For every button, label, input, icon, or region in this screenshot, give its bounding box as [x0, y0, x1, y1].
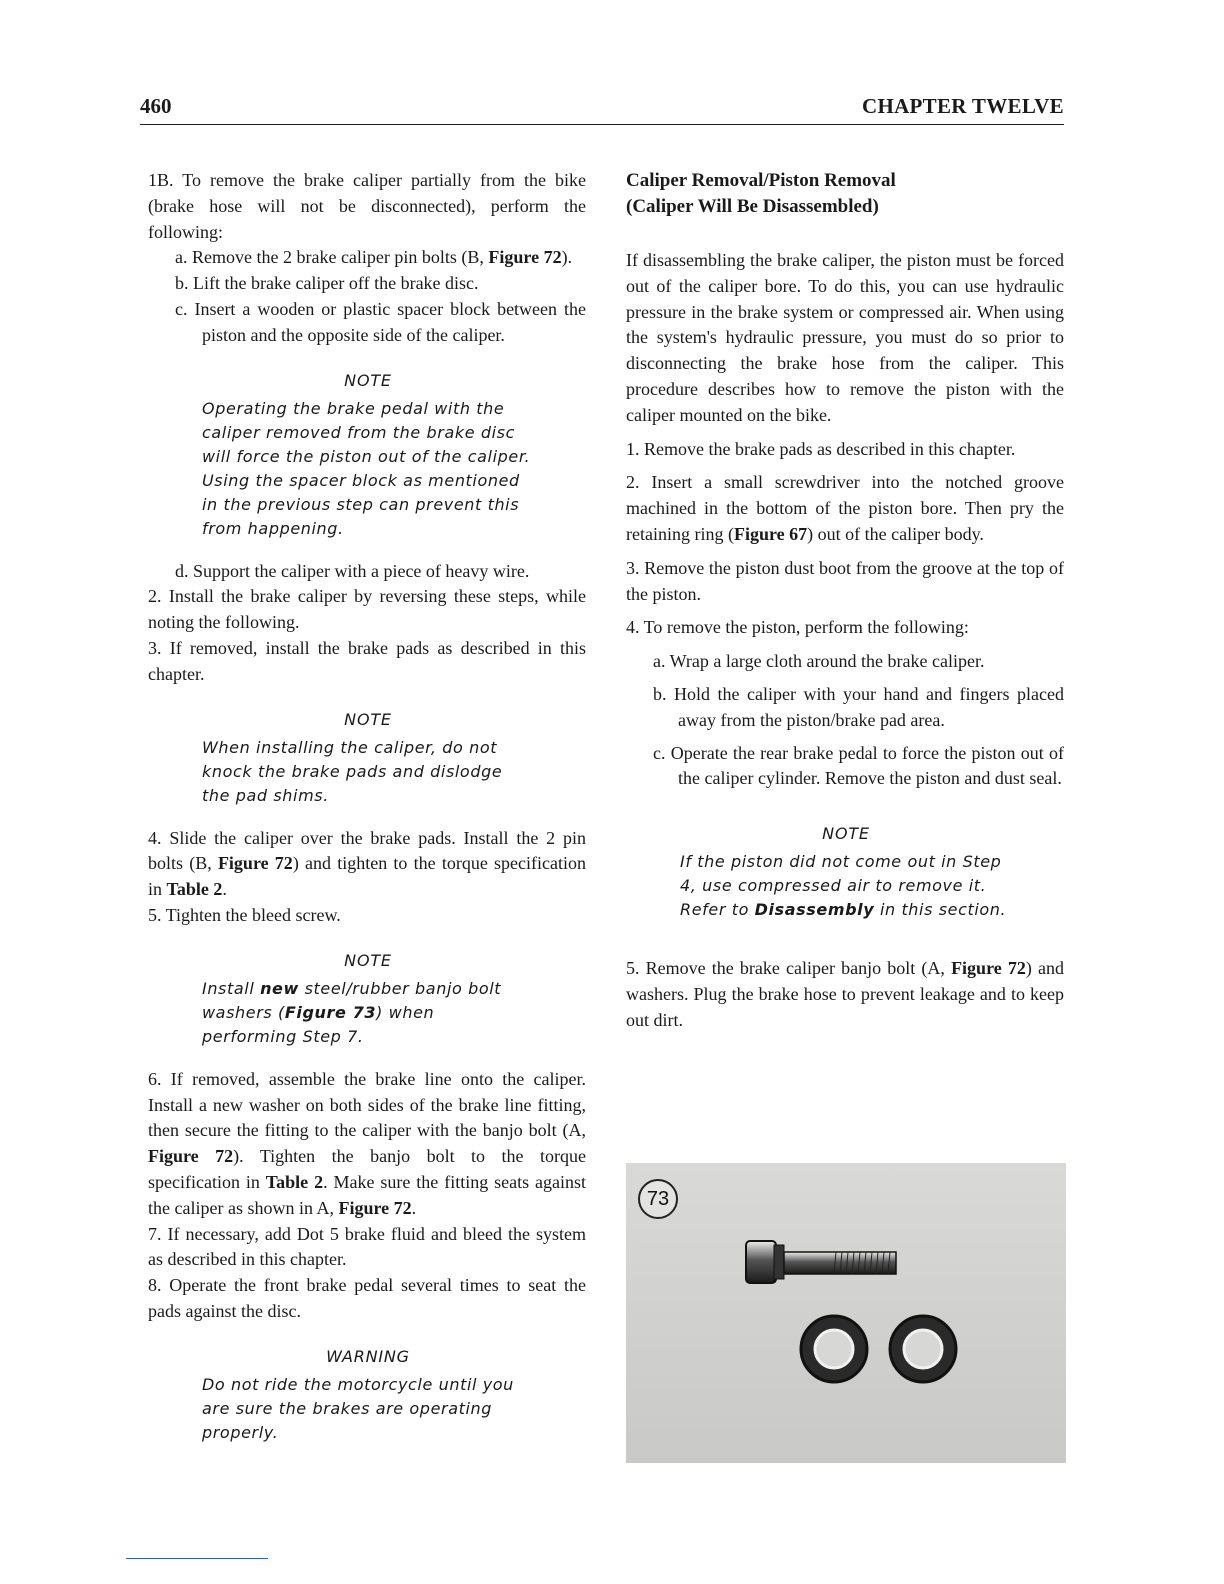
figure-number-badge: 73	[638, 1179, 678, 1219]
intro-paragraph: 1B. To remove the brake caliper partially from the bike (brake hose will not be disconnected), perform the following:	[148, 170, 586, 242]
note-4: NOTE If the piston did not come out in Step 4, use compressed air to remove it. Refer to Disassembly in this section.	[626, 822, 1064, 922]
warning-box	[148, 1345, 586, 1445]
step-3: 3. Remove the piston dust boot from the groove at the top of the piston.	[626, 557, 1064, 604]
left-column	[148, 168, 586, 1463]
chapter-title: CHAPTER TWELVE	[861, 94, 1064, 118]
substep-c: c. Operate the rear brake pedal to force the piston out of the caliper cylinder. Remove the piston and dust seal.	[653, 742, 1064, 789]
step-7: 7. If necessary, add Dot 5 brake fluid and bleed the system as described in this chapter.	[148, 1223, 586, 1270]
bolt-flange	[774, 1245, 784, 1279]
banjo-bolt-and-washers-image	[626, 1163, 1066, 1463]
step-2: 2. Install the brake caliper by reversing these steps, while noting the following.	[148, 586, 586, 633]
step-5: 5. Tighten the bleed screw.	[148, 904, 341, 925]
step-1: 1. Remove the brake pads as described in this chapter.	[626, 438, 1016, 459]
right-column	[626, 168, 1064, 1034]
section-intro: If disassembling the brake caliper, the piston must be forced out of the caliper bore. To do this, you can use hydraulic pressure in the brake system or compressed air. When using the system's hydraulic pressure, you must do so prior to disconnecting the brake hose from the caliper. This procedure describes how to remove the piston with the caliper mounted on the bike.	[626, 250, 1064, 425]
note-title: NOTE	[822, 824, 870, 844]
substep-d: d. Support the caliper with a piece of heavy wire.	[175, 560, 530, 581]
step-8: 8. Operate the front brake pedal several times to seat the pads against the disc.	[148, 1275, 586, 1321]
note-3: NOTE Install new steel/rubber banjo bolt washers (Figure 73) when performing Step 7.	[148, 949, 586, 1049]
substep-a: a. Wrap a large cloth around the brake caliper.	[653, 651, 985, 672]
substep-c: c. Insert a wooden or plastic spacer block between the piston and the opposite side of the caliper.	[175, 298, 586, 345]
bolt-head	[746, 1241, 776, 1283]
step-5: 5. Remove the brake caliper banjo bolt (A, Figure 72) and washers. Plug the brake hose to prevent leakage and to keep out dirt.	[626, 958, 1065, 1030]
note-title: NOTE	[344, 950, 392, 970]
substep-b: b. Lift the brake caliper off the brake disc.	[175, 273, 479, 294]
footer-rule	[126, 1558, 268, 1559]
note-title: NOTE	[344, 709, 392, 729]
note-1	[148, 369, 586, 541]
page-number: 460	[140, 94, 172, 118]
note-text: Operating the brake pedal with the caliper removed from the brake disc will force the piston out of the caliper. Using the spacer block as mentioned in the previous step can prevent this from happening.	[202, 398, 531, 538]
step-4: 4. Slide the caliper over the brake pads. Install the 2 pin bolts (B, Figure 72) and tighten to the torque specification in Table 2.	[148, 827, 586, 900]
figure-73-photo	[626, 1163, 1066, 1463]
step-6: 6. If removed, assemble the brake line onto the caliper. Install a new washer on both sides of the brake line fitting, then secure the fitting to the caliper with the banjo bolt (A, Figure 72). Tighten the banjo bolt to the torque specification in Table 2. Make sure the fitting seats against the caliper as shown in A, Figure 72.	[148, 1068, 587, 1218]
substep-b: b. Hold the caliper with your hand and fingers placed away from the piston/brake pad area.	[653, 683, 1064, 730]
warning-text: Do not ride the motorcycle until you are sure the brakes are operating properly.	[202, 1374, 514, 1442]
note-title: NOTE	[344, 370, 392, 390]
page-header	[140, 92, 1064, 125]
section-heading: Caliper Removal/Piston Removal (Caliper Will Be Disassembled)	[626, 170, 896, 217]
warning-title: WARNING	[326, 1346, 410, 1366]
step-4: 4. To remove the piston, perform the following:	[626, 617, 969, 638]
step-2: 2. Insert a small screwdriver into the notched groove machined in the bottom of the piston bore. Then pry the retaining ring (Figure 67) out of the caliper body.	[626, 472, 1064, 544]
note-text: When installing the caliper, do not knock the brake pads and dislodge the pad shims.	[202, 737, 503, 805]
note-2	[148, 708, 586, 808]
substep-a: a. Remove the 2 brake caliper pin bolts (B, Figure 72).	[175, 247, 573, 268]
step-3: 3. If removed, install the brake pads as described in this chapter.	[148, 637, 586, 684]
